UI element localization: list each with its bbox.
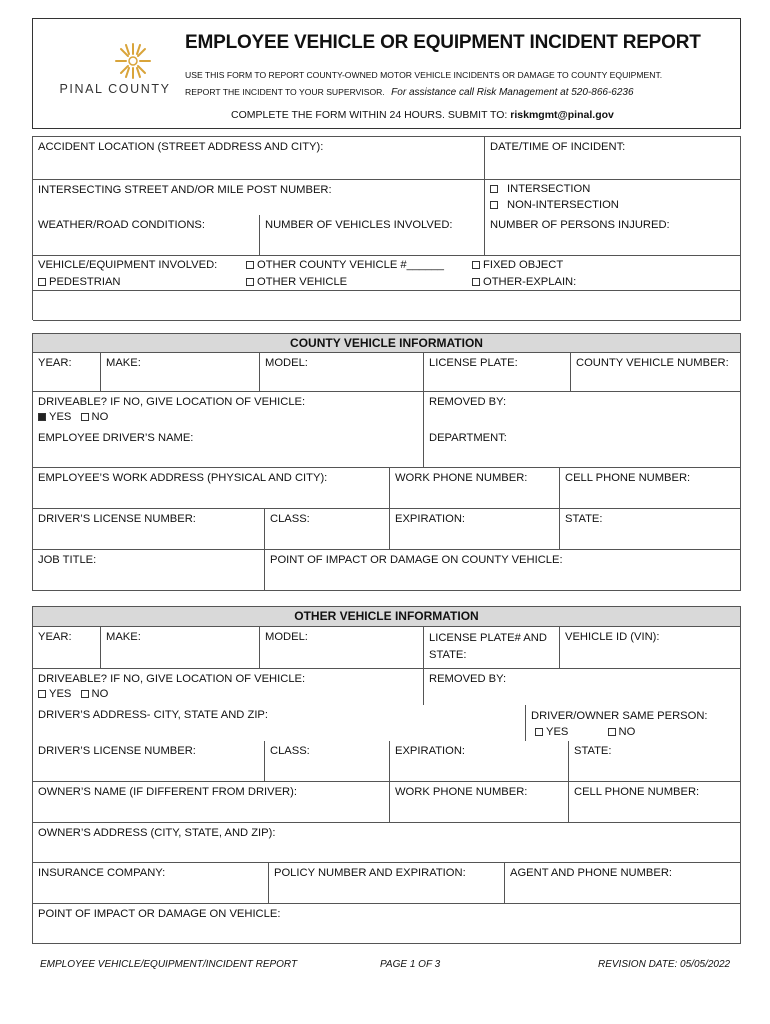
cv-class-field[interactable]	[265, 509, 390, 550]
cv-job-title-field[interactable]	[33, 550, 265, 591]
cv-make-field[interactable]	[101, 353, 260, 392]
submit-email-link[interactable]: riskmgmt@pinal.gov	[510, 109, 614, 121]
intersecting-street-label: INTERSECTING STREET AND/OR MILE POST NUMBER:	[38, 184, 332, 196]
ov-drivers-license-label: DRIVER’S LICENSE NUMBER:	[38, 745, 196, 757]
cv-year-label: YEAR:	[38, 357, 72, 369]
instructions-line-1: USE THIS FORM TO REPORT COUNTY-OWNED MOTOR VEHICLE INCIDENTS OR DAMAGE TO COUNTY EQUIPMENT.	[185, 70, 663, 80]
ov-make-label: MAKE:	[106, 631, 141, 643]
cv-department-label: DEPARTMENT:	[429, 432, 507, 444]
cv-employee-driver-name-field[interactable]	[33, 428, 424, 468]
ov-state-field[interactable]	[569, 741, 741, 782]
other-vehicle-checkbox[interactable]	[246, 278, 254, 286]
cv-work-address-label: EMPLOYEE’S WORK ADDRESS (PHYSICAL AND CITY):	[38, 472, 328, 484]
ov-drivers-address-field[interactable]	[33, 705, 526, 741]
ov-work-phone-field[interactable]	[390, 782, 569, 823]
weather-label: WEATHER/ROAD CONDITIONS:	[38, 219, 205, 231]
cv-license-plate-field[interactable]	[424, 353, 571, 392]
ov-same-person-yes-checkbox[interactable]	[535, 728, 543, 736]
accident-location-field[interactable]	[33, 137, 485, 180]
ov-make-field[interactable]	[101, 627, 260, 669]
ov-agent-phone-field[interactable]	[505, 863, 741, 904]
cv-work-address-field[interactable]	[33, 468, 390, 509]
ov-cell-phone-label: CELL PHONE NUMBER:	[574, 786, 700, 798]
ov-state-label: STATE:	[574, 745, 612, 757]
cv-yes-label: YES	[49, 411, 72, 423]
ov-owners-name-field[interactable]	[33, 782, 390, 823]
cv-point-of-impact-label: POINT OF IMPACT OR DAMAGE ON COUNTY VEHICLE:	[270, 554, 563, 566]
cv-expiration-label: EXPIRATION:	[395, 513, 466, 525]
cv-driveable-no-checkbox[interactable]	[81, 413, 89, 421]
cv-make-label: MAKE:	[106, 357, 141, 369]
county-vehicle-section	[32, 352, 741, 591]
form-title: EMPLOYEE VEHICLE OR EQUIPMENT INCIDENT REPORT	[185, 32, 701, 53]
other-vehicle-label: OTHER VEHICLE	[257, 276, 348, 288]
cv-county-vehicle-number-field[interactable]	[571, 353, 741, 392]
ov-model-label: MODEL:	[265, 631, 308, 643]
cv-cell-phone-label: CELL PHONE NUMBER:	[565, 472, 691, 484]
complete-within-24-hours: COMPLETE THE FORM WITHIN 24 HOURS. SUBMIT TO:	[231, 109, 508, 121]
ov-vin-field[interactable]	[560, 627, 741, 669]
ov-driveable-label: DRIVEABLE? IF NO, GIVE LOCATION OF VEHICLE:	[38, 673, 306, 685]
ov-point-of-impact-field[interactable]	[33, 904, 741, 944]
fixed-object-checkbox[interactable]	[472, 261, 480, 269]
accident-location-label: ACCIDENT LOCATION (STREET ADDRESS AND CITY):	[38, 141, 324, 153]
ov-drivers-license-field[interactable]	[33, 741, 265, 782]
org-name: PINAL COUNTY	[59, 82, 171, 96]
other-explain-label: OTHER-EXPLAIN:	[483, 276, 577, 288]
cv-expiration-field[interactable]	[390, 509, 560, 550]
ov-license-state-label: STATE:	[429, 649, 467, 661]
footer-page-number: PAGE 1 OF 3	[380, 959, 441, 970]
cv-work-phone-label: WORK PHONE NUMBER:	[395, 472, 528, 484]
ov-expiration-label: EXPIRATION:	[395, 745, 466, 757]
cv-job-title-label: JOB TITLE:	[38, 554, 97, 566]
intersecting-street-field[interactable]	[33, 180, 485, 215]
footer-form-name: EMPLOYEE VEHICLE/EQUIPMENT/INCIDENT REPORT	[40, 959, 298, 970]
non-intersection-checkbox[interactable]	[490, 201, 498, 209]
cv-class-label: CLASS:	[270, 513, 310, 525]
cv-driveable-label: DRIVEABLE? IF NO, GIVE LOCATION OF VEHICLE:	[38, 396, 306, 408]
cv-state-label: STATE:	[565, 513, 603, 525]
ov-work-phone-label: WORK PHONE NUMBER:	[395, 786, 528, 798]
cv-removed-by-label: REMOVED BY:	[429, 396, 507, 408]
risk-management-phone: For assistance call Risk Management at 520-866-6236	[391, 87, 634, 98]
incident-section	[32, 136, 741, 320]
county-vehicle-section-title: COUNTY VEHICLE INFORMATION	[32, 333, 741, 353]
other-explain-checkbox[interactable]	[472, 278, 480, 286]
weather-field[interactable]	[33, 215, 260, 256]
ov-class-label: CLASS:	[270, 745, 310, 757]
cv-work-phone-field[interactable]	[390, 468, 560, 509]
fixed-object-label: FIXED OBJECT	[483, 259, 564, 271]
cv-point-of-impact-field[interactable]	[265, 550, 741, 591]
ov-owners-address-label: OWNER’S ADDRESS (CITY, STATE, AND ZIP):	[38, 827, 276, 839]
cv-drivers-license-field[interactable]	[33, 509, 265, 550]
ov-agent-phone-label: AGENT AND PHONE NUMBER:	[510, 867, 673, 879]
cv-employee-driver-name-label: EMPLOYEE DRIVER’S NAME:	[38, 432, 194, 444]
cv-state-field[interactable]	[560, 509, 741, 550]
footer-revision-date: REVISION DATE: 05/05/2022	[598, 959, 731, 970]
vehicle-involved-row	[33, 256, 741, 291]
ov-license-plate-state-field[interactable]	[424, 627, 560, 669]
ov-removed-by-label: REMOVED BY:	[429, 673, 507, 685]
ov-same-no-label: NO	[618, 726, 636, 738]
vehicle-involved-label: VEHICLE/EQUIPMENT INVOLVED:	[38, 259, 218, 271]
ov-insurance-company-label: INSURANCE COMPANY:	[38, 867, 166, 879]
intersection-checkbox[interactable]	[490, 185, 498, 193]
form-header	[32, 18, 741, 129]
cv-county-vehicle-number-label: COUNTY VEHICLE NUMBER:	[576, 357, 729, 369]
cv-license-plate-label: LICENSE PLATE:	[429, 357, 518, 369]
num-injured-label: NUMBER OF PERSONS INJURED:	[490, 219, 670, 231]
ov-driveable-no-checkbox[interactable]	[81, 690, 89, 698]
cv-model-label: MODEL:	[265, 357, 308, 369]
ov-class-field[interactable]	[265, 741, 390, 782]
cv-cell-phone-field[interactable]	[560, 468, 741, 509]
cv-removed-by-field[interactable]	[424, 392, 741, 428]
cv-year-field[interactable]	[33, 353, 101, 392]
ov-driveable-field[interactable]	[33, 669, 424, 705]
report-to-supervisor: REPORT THE INCIDENT TO YOUR SUPERVISOR.	[185, 87, 385, 97]
num-injured-field[interactable]	[485, 215, 741, 256]
cv-department-field[interactable]	[424, 428, 741, 468]
ov-point-of-impact-label: POINT OF IMPACT OR DAMAGE ON VEHICLE:	[38, 908, 281, 920]
num-vehicles-field[interactable]	[260, 215, 485, 256]
instructions-line-2	[185, 87, 634, 98]
ov-insurance-company-field[interactable]	[33, 863, 269, 904]
ov-same-yes-label: YES	[546, 726, 569, 738]
ov-policy-number-label: POLICY NUMBER AND EXPIRATION:	[274, 867, 466, 879]
intersection-label: INTERSECTION	[507, 183, 591, 195]
ov-owners-address-field[interactable]	[33, 823, 741, 863]
date-time-field[interactable]	[485, 137, 741, 180]
other-county-vehicle-label: OTHER COUNTY VEHICLE #______	[257, 259, 444, 271]
other-vehicle-section-title: OTHER VEHICLE INFORMATION	[32, 606, 741, 627]
other-explain-input[interactable]	[33, 291, 741, 321]
non-intersection-label: NON-INTERSECTION	[507, 199, 619, 211]
num-vehicles-label: NUMBER OF VEHICLES INVOLVED:	[265, 219, 453, 231]
ov-policy-number-field[interactable]	[269, 863, 505, 904]
instructions-line-3	[231, 109, 614, 121]
ov-expiration-field[interactable]	[390, 741, 569, 782]
ov-drivers-address-label: DRIVER’S ADDRESS- CITY, STATE AND ZIP:	[38, 709, 269, 721]
ov-driver-owner-same-field	[526, 705, 741, 741]
ov-year-field[interactable]	[33, 627, 101, 669]
ov-cell-phone-field[interactable]	[569, 782, 741, 823]
ov-license-plate-label: LICENSE PLATE# AND	[429, 632, 547, 644]
ov-same-person-no-checkbox[interactable]	[608, 728, 616, 736]
cv-no-label: NO	[91, 411, 109, 423]
other-vehicle-section	[32, 626, 741, 944]
pedestrian-label: PEDESTRIAN	[49, 276, 121, 288]
ov-driver-owner-same-label: DRIVER/OWNER SAME PERSON:	[531, 710, 708, 722]
other-county-vehicle-checkbox[interactable]	[246, 261, 254, 269]
ov-year-label: YEAR:	[38, 631, 72, 643]
cv-model-field[interactable]	[260, 353, 424, 392]
ov-yes-label: YES	[49, 688, 72, 700]
ov-model-field[interactable]	[260, 627, 424, 669]
date-time-label: DATE/TIME OF INCIDENT:	[490, 141, 626, 153]
cv-driveable-yes-checkbox[interactable]	[38, 413, 46, 421]
ov-owners-name-label: OWNER’S NAME (IF DIFFERENT FROM DRIVER):	[38, 786, 297, 798]
pedestrian-checkbox[interactable]	[38, 278, 46, 286]
intersection-options	[485, 180, 741, 215]
ov-vin-label: VEHICLE ID (VIN):	[565, 631, 660, 643]
cv-driveable-field[interactable]	[33, 392, 424, 428]
ov-removed-by-field[interactable]	[424, 669, 741, 705]
ov-no-label: NO	[91, 688, 109, 700]
pinal-county-logo-icon	[113, 41, 153, 81]
cv-drivers-license-label: DRIVER’S LICENSE NUMBER:	[38, 513, 196, 525]
ov-driveable-yes-checkbox[interactable]	[38, 690, 46, 698]
